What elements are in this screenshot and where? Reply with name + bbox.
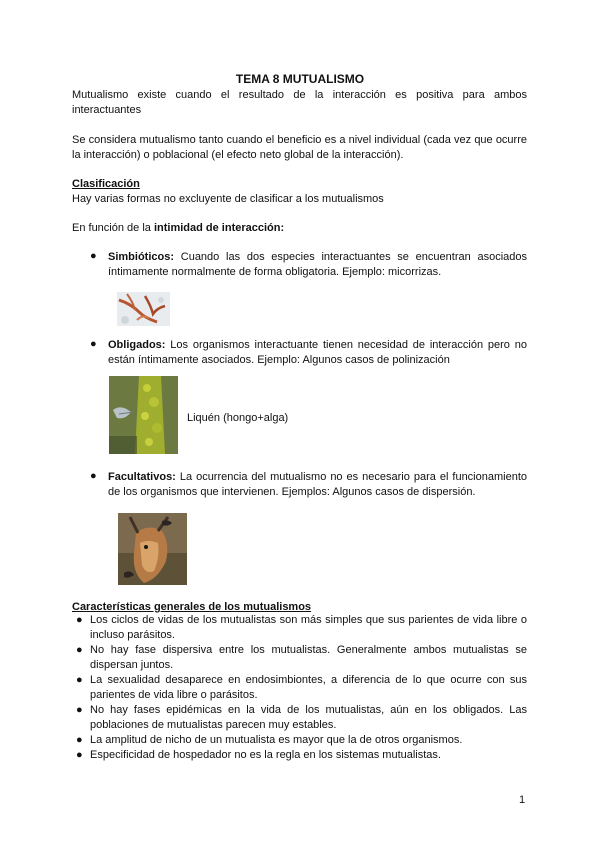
list-item bbox=[76, 673, 527, 703]
feature-text: La amplitud de nicho de un mutualista es mayor que la de otros organismos. bbox=[90, 734, 463, 746]
bullet-icon: ● bbox=[90, 338, 97, 350]
intro-paragraph-2: Se considera mutualismo tanto cuando el beneficio es a nivel individual (cada vez que ocurre la interacción) o poblacional (el efecto neto global de la interacción). bbox=[72, 134, 527, 161]
bullet-icon: ● bbox=[90, 250, 97, 262]
type-term: Facultativos: bbox=[108, 471, 176, 483]
intro-paragraph-1: Mutualismo existe cuando el resultado de la interacción es positiva para ambos interactuantes bbox=[72, 89, 527, 116]
feature-text: Los ciclos de vidas de los mutualistas son más simples que sus parientes de vida libre o incluso parásitos. bbox=[90, 614, 527, 641]
page-number: 1 bbox=[519, 794, 526, 806]
type-term: Obligados: bbox=[108, 339, 166, 351]
list-item bbox=[76, 703, 527, 733]
bullet-icon: ● bbox=[76, 674, 83, 686]
classification-heading: Clasificación bbox=[72, 178, 140, 190]
type-term: Simbióticos: bbox=[108, 251, 175, 263]
list-item bbox=[76, 643, 527, 673]
bullet-icon: ● bbox=[90, 470, 97, 482]
feature-text: No hay fases epidémicas en la vida de los mutualistas, aún en los obligados. Las poblaciones de mutualistas parecen muy estables. bbox=[90, 704, 527, 731]
feature-text: No hay fase dispersiva entre los mutualistas. Generalmente ambos mutualistas se dispersan juntos. bbox=[90, 644, 527, 671]
bullet-icon: ● bbox=[76, 749, 83, 761]
impala-bird-image bbox=[118, 513, 187, 585]
liquen-image bbox=[109, 376, 178, 454]
feature-text: La sexualidad desaparece en endosimbiontes, a diferencia de lo que ocurre con sus parientes de vida libre o parásitos. bbox=[90, 674, 527, 701]
type-facultativos bbox=[108, 470, 527, 500]
type-obligados bbox=[108, 338, 527, 368]
criterion-line bbox=[72, 221, 284, 236]
bullet-icon: ● bbox=[76, 644, 83, 656]
type-text: Los organismos interactuante tienen necesidad de interacción pero no están íntimamente asociados. Ejemplo: Algunos casos de polinización bbox=[108, 339, 527, 366]
page-title: TEMA 8 MUTUALISMO bbox=[235, 72, 365, 86]
criterion-bold: intimidad de interacción: bbox=[153, 222, 285, 234]
list-item bbox=[76, 748, 527, 763]
criterion-prefix: En función de la bbox=[72, 222, 154, 234]
type-text: Cuando las dos especies interactuantes se encuentran asociados íntimamente normalmente de forma obligatoria. Ejemplo: micorrizas. bbox=[108, 251, 527, 278]
bullet-icon: ● bbox=[76, 734, 83, 746]
liquen-caption: Liquén (hongo+alga) bbox=[187, 412, 289, 424]
features-heading: Características generales de los mutualismos bbox=[72, 601, 312, 613]
list-item bbox=[76, 733, 527, 748]
type-simbioticos bbox=[108, 250, 527, 280]
type-text: La ocurrencia del mutualismo no es necesario para el funcionamiento de los organismos que intervienen. Ejemplos: Algunos casos de dispersión. bbox=[108, 471, 527, 498]
feature-text: Especificidad de hospedador no es la regla en los sistemas mutualistas. bbox=[90, 749, 441, 761]
list-item bbox=[76, 613, 527, 643]
features-list bbox=[76, 613, 527, 763]
bullet-icon: ● bbox=[76, 704, 83, 716]
classification-text: Hay varias formas no excluyente de clasificar a los mutualismos bbox=[72, 193, 384, 205]
micorriza-image bbox=[117, 292, 170, 326]
bullet-icon: ● bbox=[76, 614, 83, 626]
